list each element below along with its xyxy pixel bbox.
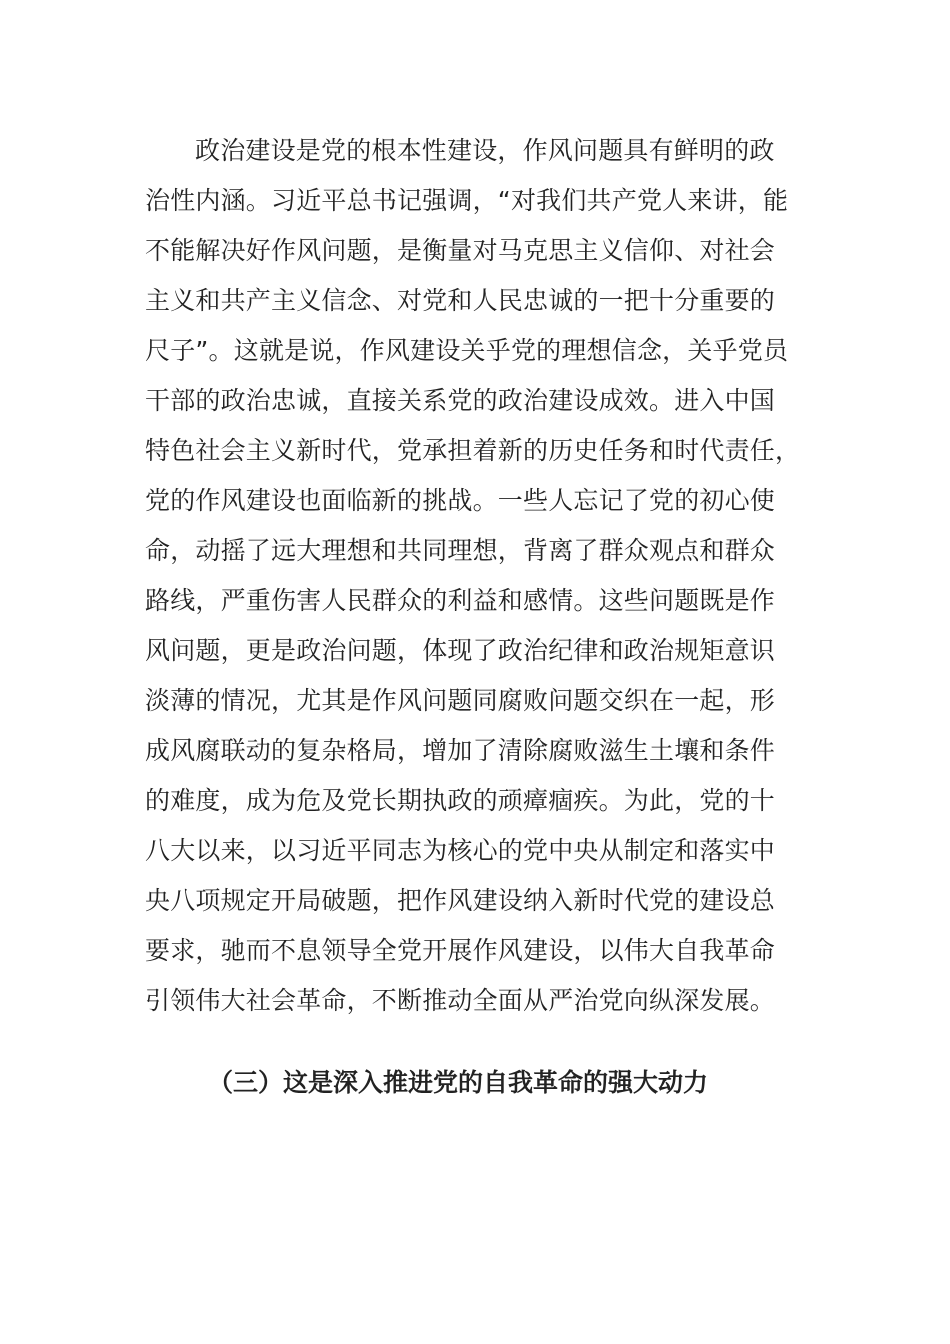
- paragraph-line: 成风腐联动的复杂格局，增加了清除腐败滋生土壤和条件: [145, 736, 776, 765]
- paragraph-line: 要求，驰而不息领导全党开展作风建设，以伟大自我革命: [145, 936, 776, 965]
- paragraph-line: 尺子”。这就是说，作风建设关乎党的理想信念，关乎党员: [145, 336, 789, 365]
- paragraph-line: 八大以来，以习近平同志为核心的党中央从制定和落实中: [145, 836, 776, 865]
- paragraph-line: 淡薄的情况，尤其是作风问题同腐败问题交织在一起，形: [145, 686, 776, 715]
- paragraph-line: 党的作风建设也面临新的挑战。一些人忘记了党的初心使: [145, 486, 776, 515]
- body-paragraph: [145, 126, 800, 1026]
- paragraph-line: 主义和共产主义信念、对党和人民忠诚的一把十分重要的: [145, 286, 776, 315]
- section-heading: （三）这是深入推进党的自我革命的强大动力: [208, 1068, 709, 1097]
- paragraph-line: 治性内涵。习近平总书记强调，“对我们共产党人来讲，能: [145, 186, 789, 215]
- paragraph-line: 的难度，成为危及党长期执政的顽瘴痼疾。为此，党的十: [145, 786, 776, 815]
- paragraph-line: 路线，严重伤害人民群众的利益和感情。这些问题既是作: [145, 586, 776, 615]
- paragraph-line: 风问题，更是政治问题，体现了政治纪律和政治规矩意识: [145, 636, 776, 665]
- paragraph-line: 干部的政治忠诚，直接关系党的政治建设成效。进入中国: [145, 386, 776, 415]
- paragraph-line: 特色社会主义新时代，党承担着新的历史任务和时代责任，: [145, 436, 801, 465]
- paragraph-line: 引领伟大社会革命，不断推动全面从严治党向纵深发展。: [145, 986, 776, 1015]
- paragraph-line: 命，动摇了远大理想和共同理想，背离了群众观点和群众: [145, 536, 776, 565]
- paragraph-line: 不能解决好作风问题，是衡量对马克思主义信仰、对社会: [145, 236, 776, 265]
- paragraph-line: 央八项规定开局破题，把作风建设纳入新时代党的建设总: [145, 886, 776, 915]
- paragraph-line: 政治建设是党的根本性建设，作风问题具有鲜明的政: [195, 136, 775, 165]
